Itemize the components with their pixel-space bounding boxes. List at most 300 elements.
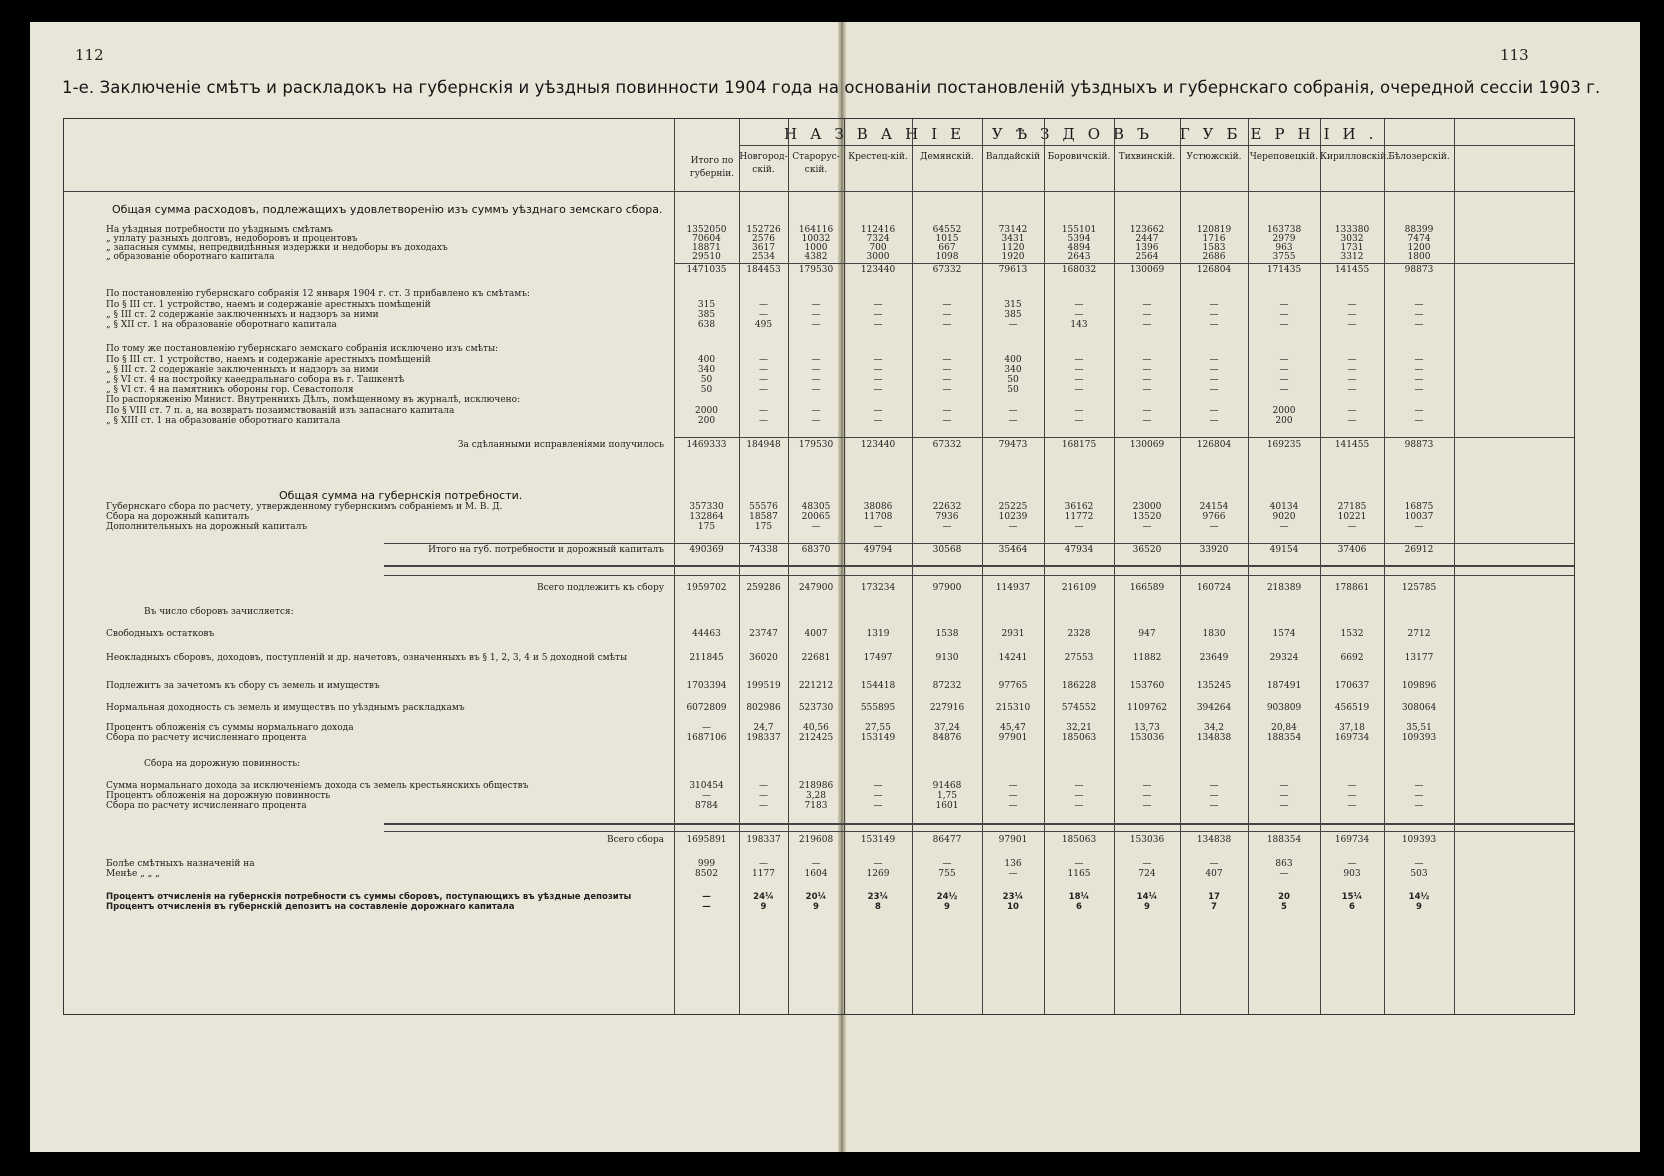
table-cell: 903 xyxy=(1343,869,1361,879)
table-cell: 35,51 xyxy=(1406,723,1432,733)
table-cell: 37,24 xyxy=(934,723,960,733)
table-cell: 638 xyxy=(697,320,716,330)
table-cell: — xyxy=(702,723,711,733)
table-cell: 198337 xyxy=(746,835,781,845)
table-cell: 1,75 xyxy=(936,791,958,801)
table-cell: 133380 xyxy=(1334,225,1370,235)
table-cell: 98873 xyxy=(1404,265,1434,275)
table-cell: 23¼ xyxy=(867,892,889,902)
table-cell: 55576 xyxy=(749,502,778,512)
table-cell: 14241 xyxy=(998,653,1028,663)
row-label: Въ число сборовъ зачисляется: xyxy=(144,607,294,617)
table-cell: 185063 xyxy=(1061,835,1097,845)
table-cell: — xyxy=(1074,791,1084,801)
row-label: За сдѣланными исправленіями получилось xyxy=(457,440,664,450)
table-cell: — xyxy=(1142,859,1152,869)
table-cell: — xyxy=(1074,355,1084,365)
table-cell: 179530 xyxy=(798,440,834,450)
table-cell: 67332 xyxy=(932,440,962,450)
table-cell: 120819 xyxy=(1196,225,1232,235)
table-cell: 47934 xyxy=(1064,545,1094,555)
table-cell: — xyxy=(942,365,952,375)
table-cell: 1471035 xyxy=(686,265,727,275)
table-cell: — xyxy=(1074,406,1084,416)
table-cell: 400 xyxy=(1004,355,1022,365)
table-cell: — xyxy=(1347,781,1357,791)
table-cell: 136 xyxy=(1004,859,1022,869)
row-label: „ § VI ст. 4 на постройку каѳедральнаго собора въ г. Ташкентѣ xyxy=(106,375,405,385)
table-cell: 15¼ xyxy=(1341,892,1363,902)
table-cell: 199519 xyxy=(746,681,781,691)
table-cell: — xyxy=(1142,355,1152,365)
table-cell: — xyxy=(1347,310,1357,320)
table-cell: — xyxy=(759,801,768,811)
table-cell: 2979 xyxy=(1272,234,1296,244)
table-cell: 143 xyxy=(1070,320,1088,330)
table-cell: — xyxy=(1008,522,1018,532)
row-label: На уѣздныя потребности по уѣзднымъ смѣтамъ xyxy=(106,225,333,235)
table-cell: 6 xyxy=(1349,902,1355,912)
table-cell: 123440 xyxy=(860,440,896,450)
table-cell: 123662 xyxy=(1129,225,1165,235)
table-cell: 27185 xyxy=(1337,502,1367,512)
total-rule xyxy=(384,543,1574,544)
table-cell: — xyxy=(811,310,821,320)
table-cell: 1469333 xyxy=(686,440,727,450)
table-cell: — xyxy=(1008,791,1018,801)
table-cell: — xyxy=(873,406,883,416)
table-cell: 186228 xyxy=(1061,681,1097,691)
table-cell: 1800 xyxy=(1407,252,1431,262)
table-cell: 44463 xyxy=(692,629,721,639)
table-cell: — xyxy=(811,375,821,385)
table-cell: 11708 xyxy=(863,512,893,522)
row-label: По тому же постановленію губернскаго земскаго собранія исключено изъ смѣты: xyxy=(106,344,499,354)
total-rule xyxy=(674,263,1574,264)
table-cell: — xyxy=(759,310,768,320)
table-cell: — xyxy=(1279,801,1289,811)
table-cell: — xyxy=(811,859,821,869)
table-cell: 50 xyxy=(1007,385,1019,395)
table-cell: — xyxy=(1347,801,1357,811)
district-header: Бѣлозерскій. xyxy=(1388,152,1450,162)
table-cell: — xyxy=(702,902,711,912)
table-cell: — xyxy=(811,522,821,532)
table-cell: 20065 xyxy=(801,512,831,522)
table-cell: — xyxy=(873,320,883,330)
table-cell: 27553 xyxy=(1064,653,1094,663)
table-cell: 126804 xyxy=(1196,265,1232,275)
table-cell: 37406 xyxy=(1337,545,1367,555)
table-cell: 168032 xyxy=(1061,265,1097,275)
table-cell: — xyxy=(1074,365,1084,375)
table-cell: 184453 xyxy=(746,265,781,275)
table-cell: 574552 xyxy=(1061,703,1097,713)
table-cell: — xyxy=(1347,375,1357,385)
table-cell: — xyxy=(1142,406,1152,416)
table-cell: 7324 xyxy=(866,234,890,244)
table-cell: — xyxy=(942,300,952,310)
table-cell: 34,2 xyxy=(1203,723,1225,733)
table-cell: — xyxy=(1414,781,1424,791)
table-cell: 153149 xyxy=(860,733,896,743)
table-cell: 88399 xyxy=(1404,225,1434,235)
table-cell: — xyxy=(1209,801,1219,811)
table-cell: — xyxy=(811,385,821,395)
table-cell: 340 xyxy=(1004,365,1022,375)
table-cell: 5394 xyxy=(1067,234,1091,244)
table-cell: — xyxy=(1347,791,1357,801)
table-cell: 9 xyxy=(944,902,950,912)
table-cell: 17497 xyxy=(863,653,893,663)
table-cell: — xyxy=(1209,300,1219,310)
document-title: 1-е. Заключеніе смѣтъ и раскладокъ на губернскія и уѣздныя повинности 1904 года на основаніи постановленій уѣздныхъ и губернскаго собранія, очередной сессіи 1903 г. xyxy=(62,78,1601,97)
table-cell: 947 xyxy=(1138,629,1156,639)
table-cell: 14¼ xyxy=(1136,892,1158,902)
table-cell: 10037 xyxy=(1404,512,1434,522)
table-cell: 999 xyxy=(697,859,716,869)
table-cell: 87232 xyxy=(932,681,962,691)
table-cell: — xyxy=(1347,320,1357,330)
table-cell: — xyxy=(1347,522,1357,532)
table-cell: — xyxy=(759,300,768,310)
table-cell: — xyxy=(702,791,711,801)
table-cell: — xyxy=(1414,385,1424,395)
table-cell: — xyxy=(759,355,768,365)
table-cell: 340 xyxy=(697,365,716,375)
table-cell: — xyxy=(759,791,768,801)
table-cell: — xyxy=(1279,300,1289,310)
table-cell: 2686 xyxy=(1202,252,1226,262)
table-cell: 27,55 xyxy=(865,723,891,733)
row-label: „ запасныя суммы, непредвидѣнныя издержки и недоборы въ доходахъ xyxy=(106,243,448,253)
table-cell: 212425 xyxy=(798,733,834,743)
table-cell: — xyxy=(1209,781,1219,791)
table-cell: 141455 xyxy=(1334,265,1370,275)
table-cell: — xyxy=(942,375,952,385)
table-cell: 13520 xyxy=(1132,512,1162,522)
row-label: „ уплату разныхъ долговъ, недоборовъ и процентовъ xyxy=(106,234,358,244)
table-cell: 1574 xyxy=(1272,629,1296,639)
table-cell: 155101 xyxy=(1061,225,1097,235)
table-cell: 1200 xyxy=(1407,243,1431,253)
table-cell: 49154 xyxy=(1269,545,1299,555)
table-cell: 1532 xyxy=(1340,629,1364,639)
row-label: „ § VI ст. 4 на памятникъ обороны гор. Севастополя xyxy=(106,385,354,395)
table-cell: 227916 xyxy=(929,703,965,713)
table-cell: 315 xyxy=(697,300,716,310)
table-cell: — xyxy=(1074,385,1084,395)
table-cell: 152726 xyxy=(746,225,781,235)
table-cell: — xyxy=(1209,385,1219,395)
table-cell: — xyxy=(942,406,952,416)
table-cell: — xyxy=(1414,859,1424,869)
table-cell: 198337 xyxy=(746,733,781,743)
table-cell: 10221 xyxy=(1337,512,1367,522)
row-label: По § VIII ст. 7 п. а, на возвратъ позаимствованій изъ запаснаго капитала xyxy=(106,406,455,416)
table-cell: 9020 xyxy=(1272,512,1296,522)
table-cell: 3,28 xyxy=(805,791,827,801)
data-table xyxy=(63,118,1575,1015)
table-cell: 1269 xyxy=(866,869,890,879)
table-cell: 400 xyxy=(697,355,716,365)
table-cell: 385 xyxy=(1004,310,1022,320)
table-cell: 2328 xyxy=(1067,629,1091,639)
table-cell: 394264 xyxy=(1196,703,1232,713)
table-cell: 523730 xyxy=(798,703,834,713)
table-cell: 168175 xyxy=(1061,440,1097,450)
table-cell: — xyxy=(1074,300,1084,310)
table-cell: 97901 xyxy=(998,733,1028,743)
district-header: Валдайскій xyxy=(985,152,1041,162)
district-header: Кирилловскій. xyxy=(1320,152,1390,162)
table-cell: 109393 xyxy=(1401,733,1437,743)
table-cell: — xyxy=(1074,416,1084,426)
table-cell: — xyxy=(1347,355,1357,365)
table-cell: — xyxy=(1347,406,1357,416)
table-cell: — xyxy=(1279,791,1289,801)
table-cell: 125785 xyxy=(1401,583,1437,593)
table-cell: — xyxy=(1008,320,1018,330)
table-cell: 48305 xyxy=(801,502,831,512)
table-cell: 153760 xyxy=(1129,681,1165,691)
table-cell: 114937 xyxy=(995,583,1031,593)
table-cell: 9130 xyxy=(935,653,959,663)
table-cell: — xyxy=(1008,869,1018,879)
row-label: Сбора на дорожную повинность: xyxy=(144,759,301,769)
table-cell: 219608 xyxy=(798,835,834,845)
table-cell: 130069 xyxy=(1129,440,1165,450)
table-cell: 1352050 xyxy=(686,225,727,235)
table-cell: — xyxy=(1279,385,1289,395)
table-cell: — xyxy=(811,300,821,310)
row-label: „ § III ст. 2 содержаніе заключенныхъ и надзоръ за ними xyxy=(106,310,379,320)
table-cell: 4894 xyxy=(1067,243,1091,253)
table-cell: — xyxy=(1209,320,1219,330)
table-cell: 6692 xyxy=(1340,653,1364,663)
table-cell: 153036 xyxy=(1129,835,1165,845)
table-cell: 130069 xyxy=(1129,265,1165,275)
table-cell: 8502 xyxy=(695,869,718,879)
table-cell: 490369 xyxy=(689,545,724,555)
table-cell: 247900 xyxy=(798,583,834,593)
table-cell: 23¼ xyxy=(1002,892,1024,902)
table-cell: 97765 xyxy=(998,681,1028,691)
row-label: Процентъ отчисленія въ губернскій депозитъ на составленіе дорожнаго капитала xyxy=(106,902,515,912)
table-cell: 45,47 xyxy=(1000,723,1026,733)
table-cell: — xyxy=(1414,375,1424,385)
table-cell: 36162 xyxy=(1064,502,1094,512)
table-cell: — xyxy=(1347,365,1357,375)
table-cell: — xyxy=(942,320,952,330)
table-cell: 700 xyxy=(869,243,887,253)
table-cell: 109393 xyxy=(1401,835,1437,845)
table-cell: — xyxy=(1008,416,1018,426)
row-label: „ § XIII ст. 1 на образованіе оборотнаго капитала xyxy=(106,416,341,426)
table-cell: 109896 xyxy=(1401,681,1437,691)
table-cell: 1396 xyxy=(1135,243,1159,253)
table-cell: 667 xyxy=(938,243,956,253)
table-cell: 1177 xyxy=(752,869,775,879)
table-cell: 3755 xyxy=(1272,252,1296,262)
table-cell: 86477 xyxy=(932,835,962,845)
table-cell: 211845 xyxy=(689,653,724,663)
table-cell: — xyxy=(873,355,883,365)
table-cell: — xyxy=(873,416,883,426)
table-cell: 1000 xyxy=(804,243,828,253)
table-cell: — xyxy=(1347,416,1357,426)
table-cell: 20,84 xyxy=(1271,723,1297,733)
table-cell: 3032 xyxy=(1340,234,1364,244)
total-rule xyxy=(384,831,1574,832)
row-label: „ § XII ст. 1 на образованіе оборотнаго капитала xyxy=(106,320,337,330)
table-cell: 200 xyxy=(697,416,716,426)
table-cell: 169734 xyxy=(1334,835,1370,845)
table-cell: 11882 xyxy=(1132,653,1162,663)
table-cell: 14½ xyxy=(1408,892,1430,902)
table-cell: — xyxy=(759,385,768,395)
table-cell: 16875 xyxy=(1404,502,1434,512)
table-cell: — xyxy=(1209,416,1219,426)
table-cell: 98873 xyxy=(1404,440,1434,450)
table-cell: 7936 xyxy=(935,512,959,522)
table-cell: — xyxy=(1414,416,1424,426)
table-cell: — xyxy=(873,385,883,395)
table-cell: — xyxy=(811,406,821,416)
table-cell: 67332 xyxy=(932,265,962,275)
table-cell: — xyxy=(873,859,883,869)
table-cell: 18871 xyxy=(692,243,721,253)
table-cell: — xyxy=(1008,781,1018,791)
table-cell: — xyxy=(1142,320,1152,330)
table-cell: 1604 xyxy=(804,869,828,879)
table-cell: 134838 xyxy=(1196,733,1232,743)
table-cell: — xyxy=(873,365,883,375)
table-cell: 70604 xyxy=(692,234,721,244)
table-cell: 10239 xyxy=(998,512,1028,522)
table-cell: 185063 xyxy=(1061,733,1097,743)
table-cell: 1703394 xyxy=(686,681,727,691)
district-header: Устюжскій. xyxy=(1186,152,1242,162)
table-cell: — xyxy=(1279,310,1289,320)
table-cell: 173234 xyxy=(860,583,896,593)
table-cell: — xyxy=(1279,869,1289,879)
table-cell: 22681 xyxy=(801,653,831,663)
table-cell: — xyxy=(1142,781,1152,791)
total-rule xyxy=(384,575,1574,576)
row-label: Процентъ отчисленія на губернскія потребности съ суммы сборовъ, поступающихъ въ уѣздные депозиты xyxy=(106,892,632,902)
table-cell: — xyxy=(942,859,952,869)
table-cell: 2931 xyxy=(1001,629,1025,639)
table-cell: 8784 xyxy=(695,801,718,811)
table-cell: 802986 xyxy=(746,703,781,713)
district-header: Череповецкій. xyxy=(1249,152,1319,162)
table-cell: 963 xyxy=(1275,243,1293,253)
table-cell: — xyxy=(1142,801,1152,811)
table-cell: 7474 xyxy=(1407,234,1431,244)
table-cell: — xyxy=(873,310,883,320)
table-cell: 64552 xyxy=(932,225,962,235)
table-cell: 23747 xyxy=(749,629,778,639)
table-cell: — xyxy=(1414,801,1424,811)
table-cell: — xyxy=(1142,300,1152,310)
table-cell: 2712 xyxy=(1407,629,1431,639)
table-cell: 169734 xyxy=(1334,733,1370,743)
row-label: Всего подлежитъ къ сбору xyxy=(537,583,664,593)
table-cell: 35464 xyxy=(998,545,1028,555)
table-cell: — xyxy=(1142,365,1152,375)
table-cell: 3000 xyxy=(866,252,890,262)
table-cell: — xyxy=(759,781,768,791)
table-cell: 724 xyxy=(1138,869,1156,879)
table-cell: 218986 xyxy=(798,781,834,791)
row-label: Всего сбора xyxy=(607,835,664,845)
table-cell: — xyxy=(811,416,821,426)
total-rule xyxy=(384,823,1574,825)
table-cell: — xyxy=(1414,406,1424,416)
table-cell: — xyxy=(1142,310,1152,320)
table-cell: 385 xyxy=(697,310,716,320)
table-cell: 310454 xyxy=(689,781,724,791)
row-label: Губернскаго сбора по расчету, утвержденному губернскимъ собраніемъ и М. В. Д. xyxy=(106,502,503,512)
table-cell: 126804 xyxy=(1196,440,1232,450)
table-cell: — xyxy=(942,522,952,532)
table-cell: 1716 xyxy=(1202,234,1226,244)
right-page-number: 113 xyxy=(1500,46,1529,64)
table-cell: — xyxy=(1209,310,1219,320)
table-cell: 903809 xyxy=(1266,703,1302,713)
table-cell: 503 xyxy=(1410,869,1428,879)
table-cell: 22632 xyxy=(932,502,962,512)
row-label: По § III ст. 1 устройство, наемъ и содержаніе арестныхъ помѣщеній xyxy=(106,355,431,365)
table-cell: — xyxy=(873,375,883,385)
table-cell: — xyxy=(873,781,883,791)
row-label: Сбора по расчету исчисленнаго процента xyxy=(106,801,307,811)
row-label: „ § III ст. 2 содержаніе заключенныхъ и надзоръ за ними xyxy=(106,365,379,375)
table-cell: 184948 xyxy=(746,440,781,450)
table-cell: — xyxy=(1074,310,1084,320)
table-cell: 1687106 xyxy=(686,733,727,743)
table-cell: 30568 xyxy=(932,545,962,555)
table-cell: 1920 xyxy=(1001,252,1025,262)
table-cell: 18¼ xyxy=(1068,892,1090,902)
table-cell: 11772 xyxy=(1064,512,1094,522)
table-cell: 74338 xyxy=(749,545,778,555)
table-cell: 4382 xyxy=(804,252,828,262)
table-cell: 32,21 xyxy=(1066,723,1092,733)
table-cell: 18587 xyxy=(749,512,778,522)
table-cell: 40,56 xyxy=(803,723,829,733)
table-cell: — xyxy=(1008,406,1018,416)
table-cell: 221212 xyxy=(798,681,834,691)
table-cell: — xyxy=(1209,365,1219,375)
table-cell: 188354 xyxy=(1266,733,1302,743)
table-cell: 50 xyxy=(700,385,713,395)
table-cell: — xyxy=(811,320,821,330)
table-cell: 84876 xyxy=(932,733,962,743)
row-label: По § III ст. 1 устройство, наемъ и содержаніе арестныхъ помѣщеній xyxy=(106,300,431,310)
table-cell: 3617 xyxy=(752,243,775,253)
table-cell: 166589 xyxy=(1129,583,1165,593)
table-cell: 7 xyxy=(1211,902,1217,912)
table-cell: 170637 xyxy=(1334,681,1370,691)
table-cell: 20¼ xyxy=(805,892,827,902)
table-cell: — xyxy=(1074,522,1084,532)
table-cell: 26912 xyxy=(1404,545,1434,555)
table-cell: 154418 xyxy=(860,681,896,691)
row-label: Сумма нормальнаго дохода за исключеніемъ дохода съ земель крестьянскихъ обществъ xyxy=(106,781,529,791)
table-cell: 2643 xyxy=(1067,252,1091,262)
